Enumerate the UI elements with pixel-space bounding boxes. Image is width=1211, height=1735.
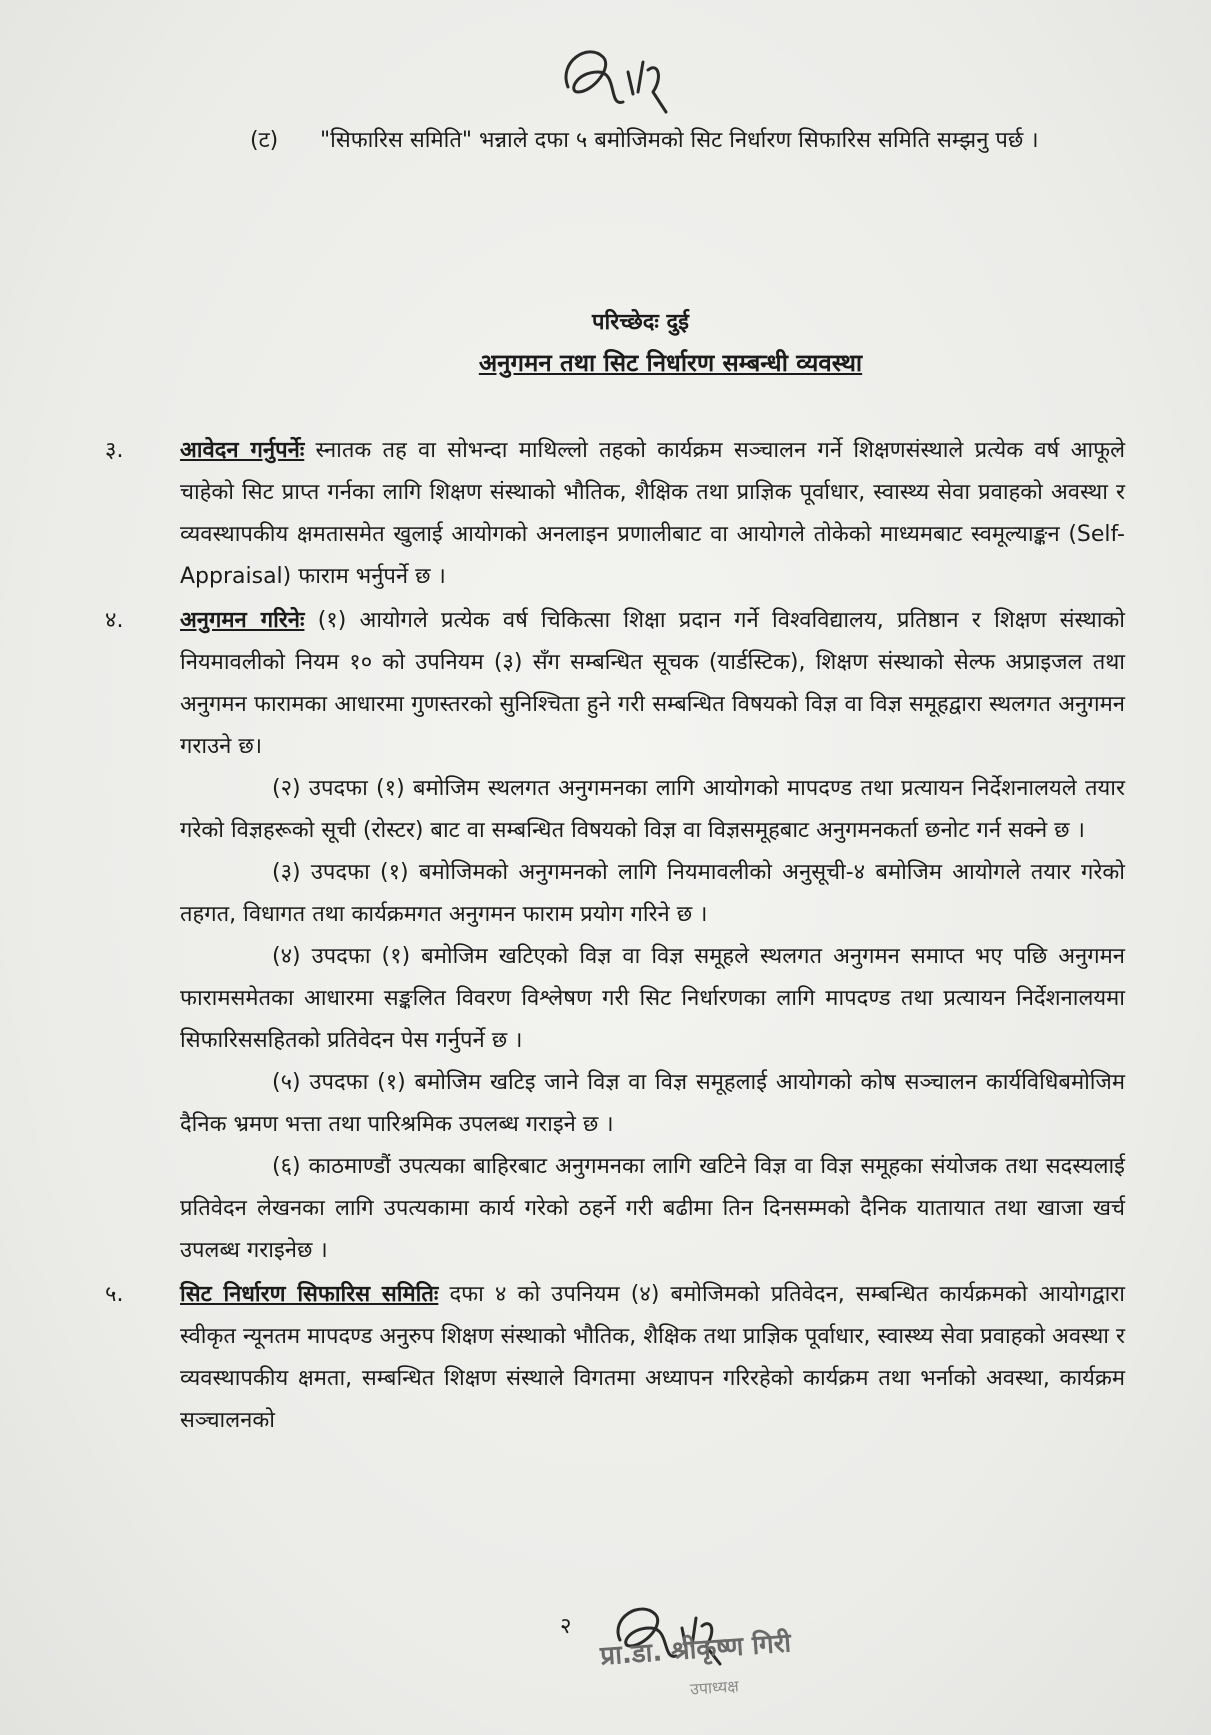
subclause-6: (६) काठमाण्डौं उपत्यका बाहिरबाट अनुगमनका लागि खटिने विज्ञ वा विज्ञ समूहका संयोजक तथा सदस्यलाई प्रतिवेदन लेखनका लागि उपत्यकामा कार्य गरेको ठहर्ने गरी बढीमा तिन दिनसम्मको दैनिक यातायात तथा खाजा खर्च उपलब्ध गराइनेछ । bbox=[180, 1154, 1125, 1263]
clause-t-label: (ट) bbox=[250, 128, 279, 153]
chapter-number: परिच्छेदः दुई bbox=[592, 310, 689, 335]
section-text: दफा ४ को उपनियम (४) बमोजिमको प्रतिवेदन, सम्बन्धित कार्यक्रमको आयोगद्वारा स्वीकृत न्यूनतम मापदण्ड अनुरुप शिक्षण संस्थाको भौतिक, शैक्षिक तथा प्राज्ञिक पूर्वाधार, स्वास्थ्य सेवा प्रवाहको अवस्था र व्यवस्थापकीय क्षमता, सम्बन्धित शिक्षण संस्थाले विगतमा अध्यापन गरिरहेको कार्यक्रम तथा भर्नाको अवस्था, कार्यक्रम सञ्चालनको bbox=[180, 1282, 1126, 1433]
section-5 bbox=[105, 1274, 1125, 1442]
subclause-5: (५) उपदफा (१) बमोजिम खटिइ जाने विज्ञ वा विज्ञ समूहलाई आयोगको कोष सञ्चालन कार्यविधिबमोजिम दैनिक भ्रमण भत्ता तथा पारिश्रमिक उपलब्ध गराइने छ । bbox=[180, 1070, 1125, 1137]
chapter-title-wrap bbox=[0, 346, 1211, 379]
section-text: (१) आयोगले प्रत्येक वर्ष चिकित्सा शिक्षा प्रदान गर्ने विश्वविद्यालय, प्रतिष्ठान र शिक्षण संस्थाको नियमावलीको नियम १० को उपनियम (३) सँग सम्बन्धित सूचक (यार्डस्टिक), शिक्षण संस्थाको सेल्फ अप्राइजल तथा अनुगमन फारामका आधारमा गुणस्तरको सुनिश्चिता हुने गरी सम्बन्धित विषयको विज्ञ वा विज्ञ समूहद्वारा स्थलगत अनुगमन गराउने छ। bbox=[180, 608, 1125, 759]
section-heading: आवेदन गर्नुपर्नेः bbox=[180, 438, 305, 463]
clause-t bbox=[250, 118, 1130, 163]
subclause-3: (३) उपदफा (१) बमोजिमको अनुगमनको लागि नियमावलीको अनुसूची-४ बमोजिम आयोगले तयार गरेको तहगत, विधागत तथा कार्यक्रमगत अनुगमन फाराम प्रयोग गरिने छ । bbox=[180, 860, 1125, 927]
document-body bbox=[105, 430, 1125, 1444]
chapter-title: अनुगमन तथा सिट निर्धारण सम्बन्धी व्यवस्था bbox=[478, 349, 863, 377]
section-3 bbox=[105, 430, 1125, 598]
stamp-name: प्रा.डा. श्रीकृष्ण गिरी bbox=[599, 1628, 793, 1672]
section-number: ४. bbox=[105, 608, 124, 633]
section-number: ५. bbox=[105, 1282, 124, 1307]
section-number: ३. bbox=[105, 438, 124, 463]
clause-t-text: "सिफारिस समिति" भन्नाले दफा ५ बमोजिमको सिट निर्धारण सिफारिस समिति सम्झनु पर्छ । bbox=[320, 128, 1039, 153]
section-4 bbox=[105, 600, 1125, 1272]
section-heading: सिट निर्धारण सिफारिस समितिः bbox=[180, 1282, 439, 1307]
section-text: स्नातक तह वा सोभन्दा माथिल्लो तहको कार्यक्रम सञ्चालन गर्ने शिक्षणसंस्थाले प्रत्येक वर्ष आफूले चाहेको सिट प्राप्त गर्नका लागि शिक्षण संस्थाको भौतिक, शैक्षिक तथा प्राज्ञिक पूर्वाधार, स्वास्थ्य सेवा प्रवाहको अवस्था र व्यवस्थापकीय क्षमतासमेत खुलाई आयोगको अनलाइन प्रणालीबाट वा आयोगले तोकेको माध्यमबाट स्वमूल्याङ्कन (Self- Appraisal) फाराम भर्नुपर्ने छ । bbox=[180, 438, 1125, 589]
page-number: २ bbox=[560, 1614, 572, 1639]
subclause-2: (२) उपदफा (१) बमोजिम स्थलगत अनुगमनका लागि आयोगको मापदण्ड तथा प्रत्यायन निर्देशनालयले तयार गरेको विज्ञहरूको सूची (रोस्टर) बाट वा सम्बन्धित विषयको विज्ञ वा विज्ञसमूहबाट अनुगमनकर्ता छनोट गर्न सक्ने छ । bbox=[180, 776, 1125, 843]
signature-top bbox=[548, 32, 678, 122]
stamp-title: उपाध्यक्ष bbox=[689, 1676, 740, 1699]
subclause-4: (४) उपदफा (१) बमोजिम खटिएको विज्ञ वा विज्ञ समूहले स्थलगत अनुगमन समाप्त भए पछि अनुगमन फारामसमेतका आधारमा सङ्कलित विवरण विश्लेषण गरी सिट निर्धारणका लागि मापदण्ड तथा प्रत्यायन निर्देशनालयमा सिफारिससहितको प्रतिवेदन पेस गर्नुपर्ने छ । bbox=[180, 944, 1125, 1053]
section-heading: अनुगमन गरिनेः bbox=[180, 608, 305, 633]
